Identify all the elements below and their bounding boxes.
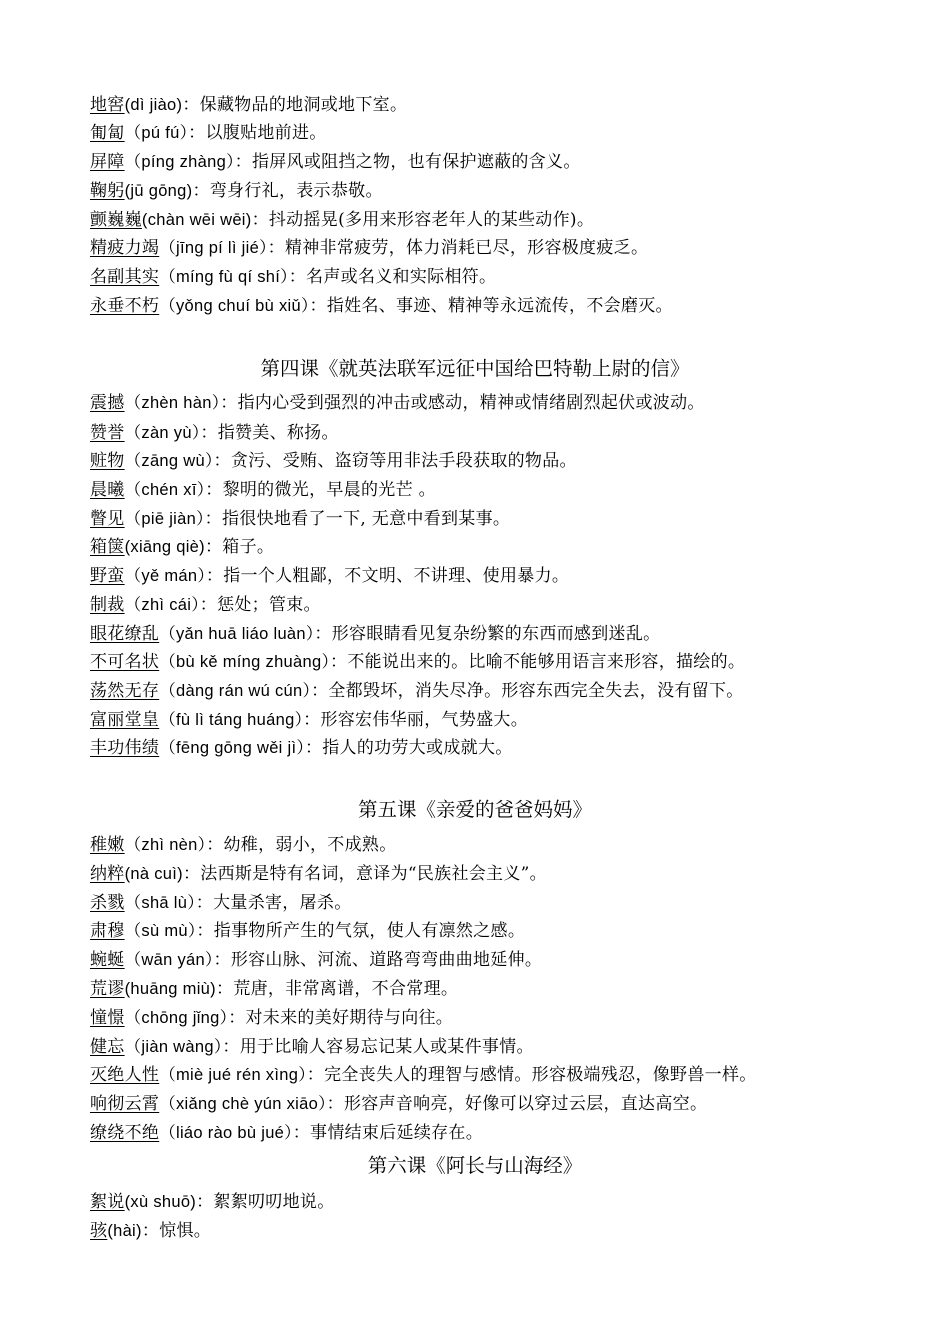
vocab-entry	[90, 832, 397, 858]
vocab-definition: 形容山脉、河流、道路弯弯曲曲地延伸。	[230, 950, 543, 970]
vocab-pinyin: （fù lì táng huáng）	[159, 711, 304, 729]
vocab-pinyin: （míng fù qí shí）	[159, 268, 289, 286]
vocab-word: 匍匐	[90, 123, 125, 143]
vocab-definition: 指内心受到强烈的冲击或感动，精神或情绪剧烈起伏或波动。	[237, 393, 705, 413]
vocab-pinyin: （jiàn wàng）	[124, 1038, 223, 1056]
vocab-entry	[90, 1120, 483, 1146]
vocab-word: 震撼	[90, 393, 125, 413]
vocab-separator: ：	[251, 210, 269, 230]
vocab-separator: ：	[204, 509, 222, 529]
vocab-definition: 大量杀害，屠杀。	[213, 893, 352, 913]
vocab-word: 缭绕不绝	[90, 1123, 160, 1143]
vocab-definition: 指事物所产生的气氛，使人有凛然之感。	[213, 921, 526, 941]
vocab-pinyin: (nà cuì)	[124, 865, 183, 883]
vocab-separator: ：	[206, 835, 224, 855]
vocab-entry	[90, 649, 745, 675]
vocab-pinyin: （chén xī）	[124, 481, 206, 499]
vocab-word: 不可名状	[90, 652, 160, 672]
vocab-word: 憧憬	[90, 1008, 125, 1028]
vocab-entry	[90, 390, 705, 416]
vocab-separator: ：	[205, 566, 224, 586]
vocab-separator: ：	[188, 123, 206, 143]
vocab-definition: 惩处；管束。	[217, 595, 321, 615]
vocab-pinyin: （sù mù）	[124, 922, 197, 940]
vocab-separator: ：	[182, 95, 200, 115]
vocab-definition: 弯身行礼，表示恭敬。	[209, 181, 383, 201]
vocab-word: 永垂不朽	[90, 296, 160, 316]
vocab-separator: ：	[228, 1008, 246, 1028]
vocab-entry	[90, 264, 496, 290]
vocab-separator: ：	[182, 864, 201, 884]
vocab-separator: ：	[311, 681, 329, 701]
vocab-pinyin: （miè jué rén xìng）	[159, 1066, 307, 1084]
vocab-definition: 保藏物品的地洞或地下室。	[199, 95, 408, 115]
vocab-pinyin: （zhì cái）	[124, 596, 200, 614]
vocab-word: 丰功伟绩	[90, 738, 160, 758]
vocab-entry	[90, 918, 525, 944]
vocab-separator: ：	[314, 624, 332, 644]
vocab-definition: 用于比喻人容易忘记某人或某件事情。	[239, 1037, 534, 1057]
vocab-definition: 指很快地看了一下, 无意中看到某事。	[221, 509, 511, 529]
vocab-separator: ：	[234, 152, 252, 172]
vocab-separator: ：	[200, 423, 218, 443]
vocab-entry	[90, 735, 513, 761]
vocab-entry	[90, 207, 594, 233]
vocab-entry	[90, 477, 436, 503]
vocab-entry	[90, 890, 352, 916]
vocab-separator: ：	[309, 296, 327, 316]
vocab-definition: 完全丧失人的理智与感情。形容极端残忍，像野兽一样。	[324, 1065, 757, 1085]
vocab-entry	[90, 235, 648, 261]
vocab-word: 赃物	[90, 451, 125, 471]
vocab-definition: 全都毁坏，消失尽净。形容东西完全失去，没有留下。	[328, 681, 744, 701]
vocab-pinyin: （zàn yù）	[124, 424, 201, 442]
vocab-word: 野蛮	[90, 566, 125, 586]
vocab-pinyin: (hài)	[107, 1222, 142, 1240]
vocab-pinyin: （zāng wù）	[124, 452, 214, 470]
vocab-pinyin: （xiǎng chè yún xiāo）	[159, 1095, 327, 1113]
vocab-definition: 事情结束后延续存在。	[310, 1123, 484, 1143]
vocab-word: 地窖	[90, 95, 125, 115]
vocab-entry	[90, 976, 458, 1002]
vocab-entry	[90, 448, 577, 474]
vocab-separator: ：	[303, 710, 321, 730]
vocab-separator: ：	[213, 451, 231, 471]
vocab-definition: 贪污、受贿、盗窃等用非法手段获取的物品。	[230, 451, 577, 471]
vocab-pinyin: （bù kě míng zhuàng）	[159, 653, 330, 671]
vocab-word: 杀戮	[90, 893, 125, 913]
vocab-word: 屏障	[90, 152, 125, 172]
vocab-entry	[90, 592, 321, 618]
vocab-entry	[90, 947, 542, 973]
vocab-pinyin: （zhì nèn）	[124, 836, 207, 854]
vocab-entry	[90, 178, 383, 204]
vocab-word: 眼花缭乱	[90, 624, 160, 644]
vocab-separator: ：	[304, 738, 323, 758]
vocab-word: 荡然无存	[90, 681, 160, 701]
vocab-word: 赞誉	[90, 423, 125, 443]
vocab-entry	[90, 293, 673, 319]
vocab-separator: ：	[195, 893, 214, 913]
vocab-word: 瞥见	[90, 509, 125, 529]
vocab-pinyin: （yě mán）	[124, 567, 206, 585]
vocab-word: 健忘	[90, 1037, 125, 1057]
vocab-pinyin: （yǒng chuí bù xiǔ）	[159, 297, 310, 315]
vocab-word: 名副其实	[90, 267, 160, 287]
vocab-separator: ：	[205, 480, 223, 500]
vocab-entry	[90, 120, 327, 146]
lesson-heading: 第五课《亲爱的爸爸妈妈》	[357, 798, 592, 821]
vocab-separator: ：	[141, 1221, 160, 1241]
vocab-word: 制裁	[90, 595, 125, 615]
vocab-definition: 以腹贴地前进。	[205, 123, 327, 143]
vocab-pinyin: (xiāng qiè)	[124, 538, 205, 556]
vocab-pinyin: (chàn wēi wēi)	[141, 211, 252, 229]
vocab-entry	[90, 621, 660, 647]
vocab-word: 蜿蜒	[90, 950, 125, 970]
vocab-separator: ：	[222, 1037, 240, 1057]
vocab-pinyin: (jū gōng)	[124, 182, 193, 200]
vocab-pinyin: (huāng miù)	[124, 980, 216, 998]
vocab-word: 鞠躬	[90, 181, 125, 201]
vocab-word: 絮说	[90, 1192, 125, 1212]
vocab-pinyin: （shā lù）	[124, 894, 196, 912]
vocab-definition: 指一个人粗鄙，不文明、不讲理、使用暴力。	[223, 566, 570, 586]
vocab-entry	[90, 149, 581, 175]
vocab-pinyin: (dì jiào)	[124, 96, 183, 114]
vocab-definition: 荒唐，非常离谱，不合常理。	[233, 979, 459, 999]
vocab-definition: 惊惧。	[159, 1221, 212, 1241]
vocab-pinyin: （piē jiàn）	[124, 510, 205, 528]
vocab-word: 荒谬	[90, 979, 125, 999]
vocab-pinyin: （zhèn hàn）	[124, 394, 221, 412]
vocab-definition: 指姓名、事迹、精神等永远流传，不会磨灭。	[326, 296, 673, 316]
vocab-separator: ：	[204, 537, 223, 557]
vocab-definition: 精神非常疲劳，体力消耗已尽，形容极度疲乏。	[284, 238, 649, 258]
vocab-definition: 指屏风或阻挡之物，也有保护遮蔽的含义。	[251, 152, 581, 172]
vocab-entry	[90, 678, 744, 704]
vocab-word: 箱箧	[90, 537, 125, 557]
vocab-separator: ：	[196, 1192, 214, 1212]
vocab-entry	[90, 861, 547, 887]
vocab-definition: 抖动摇晃(多用来形容老年人的某些动作)。	[268, 210, 595, 230]
vocab-definition: 形容声音响亮，好像可以穿过云层，直达高空。	[343, 1094, 708, 1114]
vocab-definition: 法西斯是特有名词，意译为“民族社会主义”。	[200, 864, 547, 884]
vocab-entry	[90, 534, 274, 560]
vocab-entry	[90, 92, 407, 118]
vocab-pinyin: （fēng gōng wěi jì）	[159, 739, 305, 757]
vocab-pinyin: （liáo rào bù jué）	[159, 1124, 293, 1142]
vocab-entry	[90, 506, 510, 532]
vocab-entry	[90, 1218, 211, 1244]
vocab-definition: 名声或名义和实际相符。	[306, 267, 497, 287]
vocab-definition: 幼稚，弱小，不成熟。	[223, 835, 397, 855]
vocab-entry	[90, 1034, 534, 1060]
vocab-separator: ：	[288, 267, 307, 287]
vocab-entry	[90, 707, 528, 733]
vocab-definition: 絮絮叨叨地说。	[213, 1192, 335, 1212]
vocab-word: 肃穆	[90, 921, 125, 941]
vocab-pinyin: （jīng pí lì jié）	[159, 239, 268, 257]
vocab-word: 颤巍巍	[90, 210, 142, 230]
vocab-pinyin: （pú fú）	[124, 124, 189, 142]
vocab-definition: 指赞美、称扬。	[217, 423, 339, 443]
vocab-pinyin: （chōng jǐng）	[124, 1009, 229, 1027]
vocab-entry	[90, 1062, 757, 1088]
vocab-pinyin: （píng zhàng）	[124, 153, 235, 171]
vocab-definition: 对未来的美好期待与向往。	[245, 1008, 454, 1028]
vocab-entry	[90, 420, 339, 446]
vocab-separator: ：	[199, 595, 218, 615]
vocab-word: 骇	[90, 1221, 108, 1241]
vocab-separator: ：	[213, 950, 231, 970]
vocab-entry	[90, 1091, 707, 1117]
vocab-pinyin: （wān yán）	[124, 951, 214, 969]
vocab-separator: ：	[292, 1123, 311, 1143]
vocab-entry	[90, 563, 569, 589]
vocab-definition: 箱子。	[222, 537, 275, 557]
vocab-separator: ：	[215, 979, 234, 999]
vocab-definition: 形容眼睛看见复杂纷繁的东西而感到迷乱。	[331, 624, 661, 644]
vocab-word: 精疲力竭	[90, 238, 160, 258]
vocab-word: 响彻云霄	[90, 1094, 160, 1114]
vocab-definition: 不能说出来的。比喻不能够用语言来形容，描绘的。	[347, 652, 746, 672]
vocab-pinyin: （dàng rán wú cún）	[159, 682, 312, 700]
vocab-separator: ：	[192, 181, 210, 201]
vocab-pinyin: （yǎn huā liáo luàn）	[159, 625, 315, 643]
vocab-word: 晨曦	[90, 480, 125, 500]
lesson-heading: 第四课《就英法联军远征中国给巴特勒上尉的信》	[260, 357, 690, 380]
vocab-pinyin: (xù shuō)	[124, 1193, 197, 1211]
vocab-word: 灭绝人性	[90, 1065, 160, 1085]
vocab-definition: 形容宏伟华丽，气势盛大。	[320, 710, 529, 730]
vocab-entry	[90, 1189, 335, 1215]
vocab-separator: ：	[330, 652, 348, 672]
vocab-separator: ：	[267, 238, 285, 258]
vocab-word: 富丽堂皇	[90, 710, 160, 730]
vocab-separator: ：	[306, 1065, 325, 1085]
vocab-definition: 黎明的微光，早晨的光芒 。	[222, 480, 436, 500]
lesson-heading: 第六课《阿长与山海经》	[367, 1154, 583, 1177]
vocab-definition: 指人的功劳大或成就大。	[322, 738, 513, 758]
vocab-entry	[90, 1005, 453, 1031]
vocab-word: 纳粹	[90, 864, 125, 884]
vocab-separator: ：	[220, 393, 238, 413]
vocab-word: 稚嫩	[90, 835, 125, 855]
vocab-separator: ：	[196, 921, 214, 941]
vocab-separator: ：	[326, 1094, 344, 1114]
